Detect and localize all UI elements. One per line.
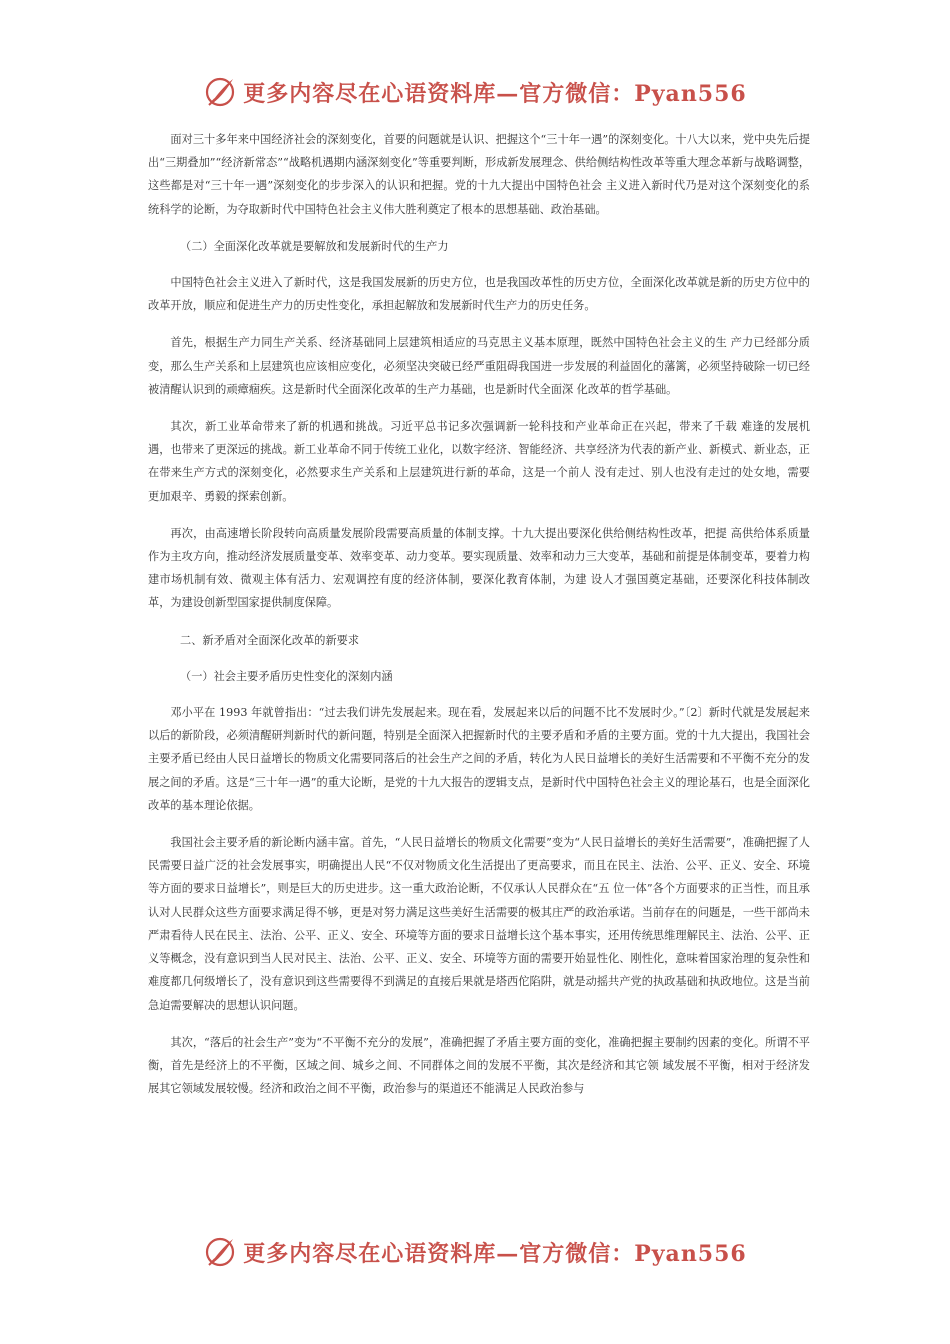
paragraph: 首先，根据生产力同生产关系、经济基础同上层建筑相适应的马克思主义基本原理，既然中国特色社会主义的生 产力已经部分质变，那么生产关系和上层建筑也应该相应变化，必须坚决突破已经严重阻碍我国进一步发展的利益固化的藩篱，必须坚持破除一切已经被清醒认识到的顽瘴痼疾。这是新时代全面深化改革的生产力基础，也是新时代全面深 化改革的哲学基础。: [148, 336, 810, 396]
feather-pen-logo-icon: [203, 1235, 237, 1269]
paragraph: 其次，“落后的社会生产”变为“不平衡不充分的发展”，准确把握了矛盾主要方面的变化，准确把握主要制约因素的变化。所谓不平衡，首先是经济上的不平衡，区域之间、城乡之间、不同群体之间的发展不平衡，其次是经济和其它领 域发展不平衡，相对于经济发展其它领域发展较慢。经济和政治之间不平衡，政治参与的渠道还不能满足人民政治参与: [148, 1035, 810, 1096]
paragraph: 面对三十多年来中国经济社会的深刻变化，首要的问题就是认识、把握这个“三十年一遇”的深刻变化。十八大以来，党中央先后提出“三期叠加”“经济新常态”“战略机遇期内涵深刻变化”等重要判断，形成新发展理念、供给侧结构性改革等重大理念革新与战略调整，这些都是对“三十年一遇”深刻变化的步步深入的认识和把握。党的十九大提出中国特色社会 主义进入新时代乃是对这个深刻变化的系统科学的论断，为夺取新时代中国特色社会主义伟大胜利奠定了根本的思想基础、政治基础。: [148, 133, 810, 216]
paragraph: 再次，由高速增长阶段转向高质量发展阶段需要高质量的体制支撑。十九大提出要深化供给侧结构性改革，把提 高供给体系质量作为主攻方向，推动经济发展质量变革、效率变革、动力变革。要实现质量、效率和动力三大变革，基础和前提是体制变革，要着力构建市场机制有效、微观主体有活力、宏观调控有度的经济体制，要深化教育体制，为建 设人才强国奠定基础，还要深化科技体制改革，为建设创新型国家提供制度保障。: [148, 526, 810, 610]
banner-text: 更多内容尽在心语资料库—官方微信：Pyan556: [243, 1240, 747, 1267]
paragraph: 中国特色社会主义进入了新时代，这是我国发展新的历史方位，也是我国改革性的历史方位，全面深化改革就是新的历史方位中的改革开放，顺应和促进生产力的历史性变化，承担起解放和发展新时代生产力的历史任务。: [148, 276, 810, 313]
paragraph: 我国社会主要矛盾的新论断内涵丰富。首先，“人民日益增长的物质文化需要”变为“人民日益增长的美好生活需要”，准确把握了人民需要日益广泛的社会发展事实，明确提出人民“不仅对物质文化生活提出了更高要求，而且在民主、法治、公平、正义、安全、环境等方面的要求日益增长”，则是巨大的历史进步。这一重大政治论断，不仅承认人民群众在“五 位一体”各个方面要求的正当性，而且承认对人民群众这些方面要求满足得不够，更是对努力满足这些美好生活需要的极其庄严的政治承诺。当前存在的问题是，一些干部尚未严肃看待人民在民主、法治、公平、正义、安全、环境等方面的要求日益增长这个基本事实，还用传统思维理解民主、法治、公平、正义等概念，没有意识到当人民对民主、法治、公平、正义、安全、环境等方面的需要开始显性化、刚性化，意味着国家治理的复杂性和难度都几何级增长了，没有意识到这些需要得不到满足的直接后果就是塔西佗陷阱，就是动摇共产党的执政基础和执政地位。这是当前急迫需要解决的思想认识问题。: [148, 836, 810, 1012]
paragraph: 其次，新工业革命带来了新的机遇和挑战。习近平总书记多次强调新一轮科技和产业革命正在兴起，带来了千载 难逢的发展机遇，也带来了更深远的挑战。新工业革命不同于传统工业化，以数字经济、智能经济、共享经济为代表的新产业、新模式、新业态，正在带来生产方式的深刻变化，必然要求生产关系和上层建筑进行新的革命，这是一个前人 没有走过、别人也没有走过的处女地，需要更加艰辛、勇毅的探索创新。: [148, 420, 810, 503]
banner-text: 更多内容尽在心语资料库—官方微信：Pyan556: [243, 80, 747, 107]
section-heading: （一）社会主要矛盾历史性变化的深刻内涵: [180, 669, 393, 683]
section-heading: 二、新矛盾对全面深化改革的新要求: [180, 633, 360, 647]
feather-pen-logo-icon: [203, 75, 237, 109]
section-heading: （二）全面深化改革就是要解放和发展新时代的生产力: [180, 239, 449, 253]
document-body: [148, 128, 810, 1114]
footer-banner: [0, 1232, 950, 1272]
paragraph: 邓小平在 1993 年就曾指出：“过去我们讲先发展起来。现在看，发展起来以后的问题不比不发展时少。”〔2〕新时代就是发展起来以后的新阶段，必须清醒研判新时代的新问题，特别是全面深入把握新时代的主要矛盾和矛盾的主要方面。党的十九大提出，我国社会主要矛盾已经由人民日益增长的物质文化需要同落后的社会生产之间的矛盾，转化为人民日益增长的美好生活需要和不平衡不充分的发展之间的矛盾。这是“三十年一遇”的重大论断，是党的十九大报告的逻辑支点，是新时代中国特色社会主义的理论基石，也是全面深化改革的基本理论依据。: [148, 706, 810, 812]
header-banner: [0, 72, 950, 112]
